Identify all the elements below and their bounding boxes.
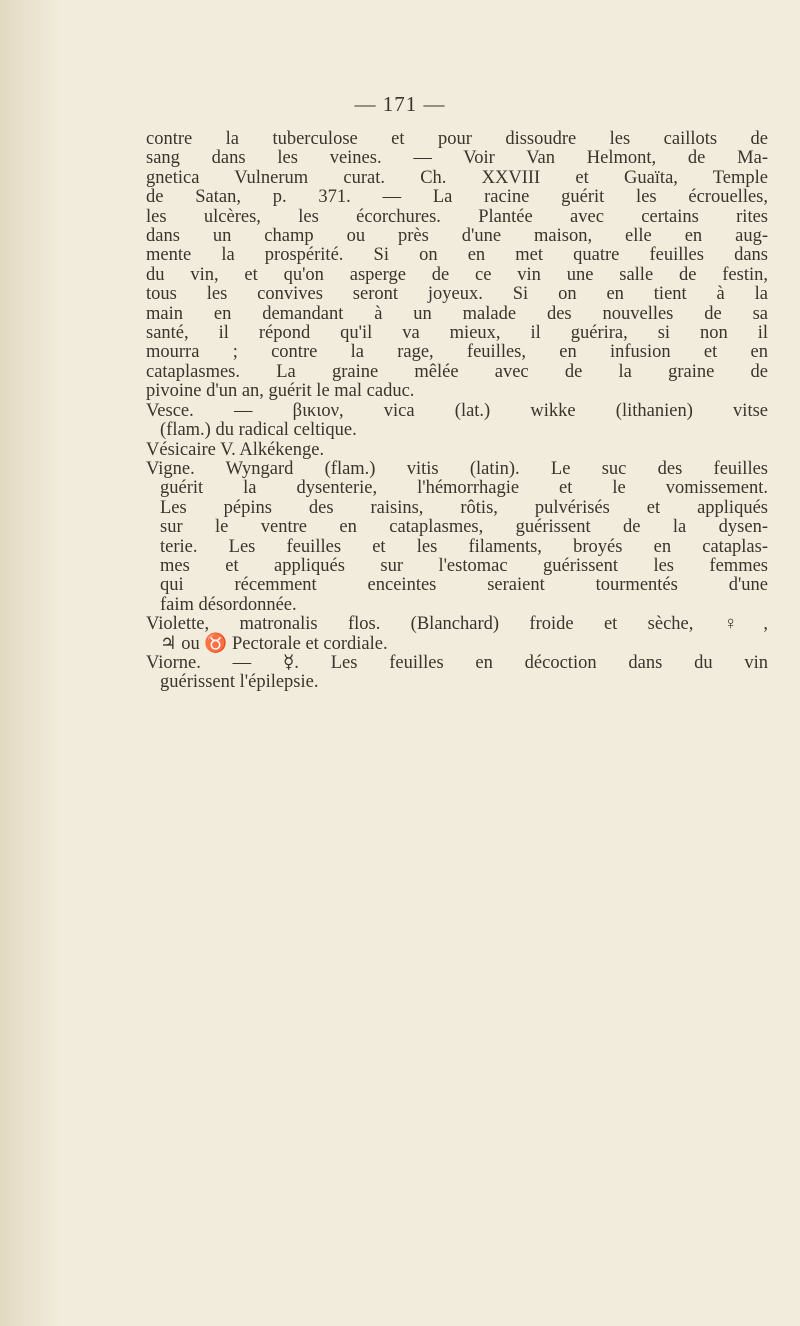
page-number: — 171 — bbox=[354, 92, 446, 116]
text-line: sur le ventre en cataplasmes, guérissent de la dysen- bbox=[160, 517, 768, 538]
text-line: de Satan, p. 371. — La racine guérit les écrouelles, bbox=[146, 187, 768, 208]
text-line: contre la tuberculose et pour dissoudre les caillots de bbox=[146, 129, 768, 149]
text-line: tous les convives seront joyeux. Si on en tient à la bbox=[146, 284, 768, 305]
entry-vesce bbox=[146, 402, 768, 441]
text-line: pivoine d'un an, guérit le mal caduc. bbox=[146, 381, 415, 402]
text-line: cataplasmes. La graine mêlée avec de la graine de bbox=[146, 361, 768, 382]
text-line: Viorne. — ☿. Les feuilles en décoction dans du vin bbox=[146, 652, 768, 673]
text-line: faim désordonnée. bbox=[160, 594, 297, 615]
text-line: main en demandant à un malade des nouvelles de sa bbox=[146, 303, 768, 324]
page-edge-shadow bbox=[0, 0, 60, 1326]
text-line: Les pépins des raisins, rôtis, pulvérisés et appliqués bbox=[160, 497, 768, 518]
text-line: les ulcères, les écorchures. Plantée avec certains rites bbox=[146, 206, 768, 227]
page-body bbox=[146, 130, 768, 693]
text-line: santé, il répond qu'il va mieux, il guérira, si non il bbox=[146, 323, 768, 344]
text-line: Vesce. — βικιον, vica (lat.) wikke (lithanien) vitse bbox=[146, 400, 768, 421]
text-line: guérissent l'épilepsie. bbox=[160, 672, 319, 693]
text-line: (flam.) du radical celtique. bbox=[160, 420, 357, 441]
paragraph-continuation bbox=[146, 130, 768, 402]
text-line: Violette, matronalis flos. (Blanchard) froide et sèche, ♀, bbox=[146, 614, 768, 635]
text-line: Vésicaire V. Alkékenge. bbox=[146, 439, 325, 460]
text-line: du vin, et qu'on asperge de ce vin une salle de festin, bbox=[146, 264, 768, 285]
text-line: mente la prospérité. Si on en met quatre feuilles dans bbox=[146, 245, 768, 266]
text-line: mourra ; contre la rage, feuilles, en infusion et en bbox=[146, 342, 768, 363]
text-line: dans un champ ou près d'une maison, elle en aug- bbox=[146, 226, 768, 247]
text-line: qui récemment enceintes seraient tourmentés d'une bbox=[160, 575, 768, 596]
entry-vesicaire bbox=[146, 441, 768, 460]
text-line: mes et appliqués sur l'estomac guérissent les femmes bbox=[160, 555, 768, 576]
entry-viorne bbox=[146, 654, 768, 693]
entry-violette bbox=[146, 615, 768, 654]
entry-vigne bbox=[146, 460, 768, 615]
text-line: sang dans les veines. — Voir Van Helmont, de Ma- bbox=[146, 148, 768, 169]
text-line: Vigne. Wyngard (flam.) vitis (latin). Le suc des feuilles bbox=[146, 458, 768, 479]
text-line: ♃ ou ♉ Pectorale et cordiale. bbox=[160, 633, 388, 654]
text-line: gnetica Vulnerum curat. Ch. XXVIII et Guaïta, Temple bbox=[146, 167, 768, 188]
text-line: guérit la dysenterie, l'hémorrhagie et le vomissement. bbox=[160, 478, 768, 499]
text-line: terie. Les feuilles et les filaments, broyés en cataplas- bbox=[160, 536, 768, 557]
